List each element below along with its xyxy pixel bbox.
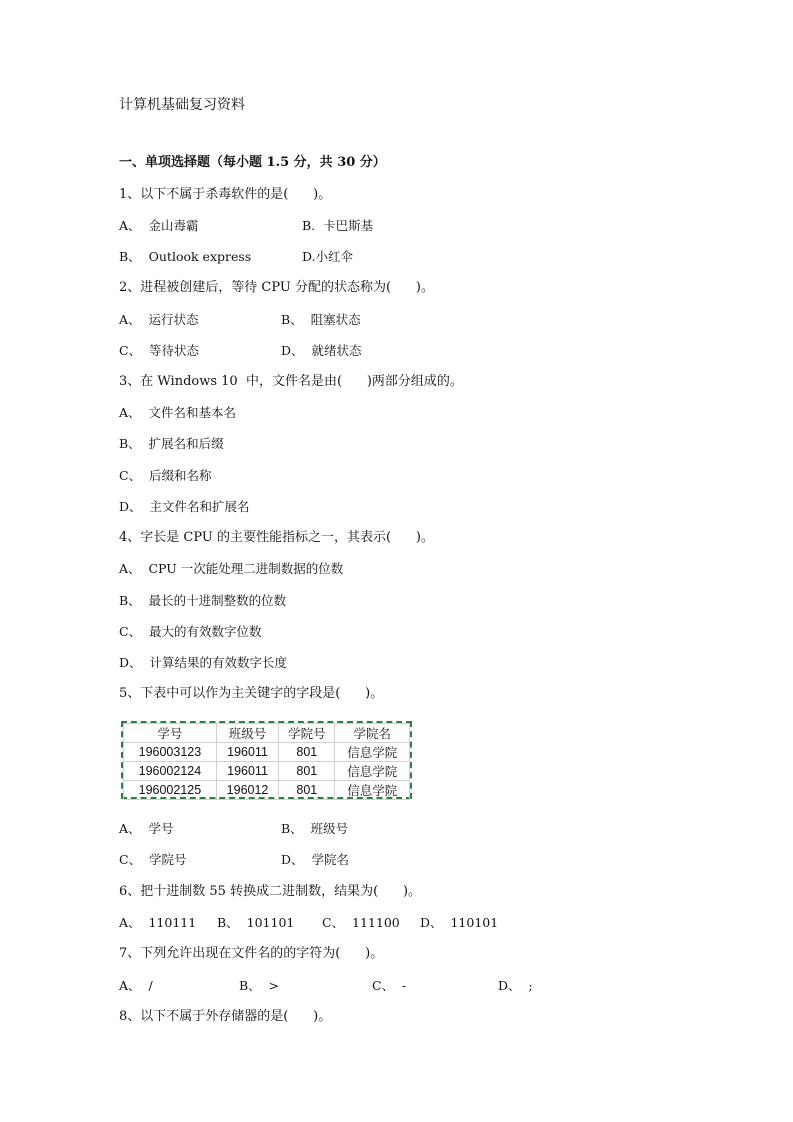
question-1-option-b: B. 卡巴斯基 xyxy=(302,218,374,233)
question-7-option-a: A、 / xyxy=(119,978,153,993)
question-5-stem: 5、下表中可以作为主关键字的字段是( )。 xyxy=(119,686,384,701)
question-6-option-a: A、 110111 xyxy=(119,915,197,930)
question-5-option-c: C、 学院号 xyxy=(119,852,187,867)
question-4-stem: 4、字长是 CPU 的主要性能指标之一，其表示( )。 xyxy=(119,530,434,545)
question-4-option-c: C、 最大的有效数字位数 xyxy=(119,624,262,639)
question-3-stem: 3、在 Windows 10 中，文件名是由( )两部分组成的。 xyxy=(119,374,463,389)
document-title: 计算机基础复习资料 xyxy=(119,97,245,113)
question-2-option-c: C、 等待状态 xyxy=(119,343,200,358)
table-row xyxy=(124,762,410,781)
question-2-option-d: D、 就绪状态 xyxy=(281,343,362,358)
question-6-option-c: C、 111100 xyxy=(322,915,400,930)
question-5-option-d: D、 学院名 xyxy=(281,852,349,867)
table-row xyxy=(124,743,410,762)
table-header-cell: 学号 xyxy=(124,724,217,743)
question-3-option-c: C、 后缀和名称 xyxy=(119,468,212,483)
question-7-option-d: D、 ; xyxy=(498,978,533,993)
question-2-option-a: A、 运行状态 xyxy=(119,312,199,327)
table-cell: 信息学院 xyxy=(335,762,410,781)
question-6-stem: 6、把十进制数 55 转换成二进制数，结果为( )。 xyxy=(119,884,422,899)
table-header-cell: 学院名 xyxy=(335,724,410,743)
table-cell: 801 xyxy=(279,762,335,781)
question-7-option-c: C、 - xyxy=(372,978,407,993)
question-1-stem: 1、以下不属于杀毒软件的是( )。 xyxy=(119,187,332,202)
question-6-option-d: D、 110101 xyxy=(420,915,499,930)
table-cell: 196003123 xyxy=(124,743,217,762)
table-cell: 196002124 xyxy=(124,762,217,781)
table-cell: 信息学院 xyxy=(335,743,410,762)
table-cell: 196011 xyxy=(216,743,278,762)
question-2-option-b: B、 阻塞状态 xyxy=(281,312,361,327)
question-7-stem: 7、下列允许出现在文件名的的字符为( )。 xyxy=(119,946,384,961)
question-4-option-d: D、 计算结果的有效数字长度 xyxy=(119,655,287,670)
question-6-option-b: B、 101101 xyxy=(217,915,295,930)
table-cell: 801 xyxy=(279,743,335,762)
question-5-table xyxy=(121,721,412,799)
question-5-option-b: B、 班级号 xyxy=(281,821,349,836)
table-row xyxy=(124,781,410,800)
question-2-stem: 2、进程被创建后，等待 CPU 分配的状态称为( )。 xyxy=(119,280,434,295)
question-3-option-d: D、 主文件名和扩展名 xyxy=(119,499,250,514)
table-cell: 801 xyxy=(279,781,335,800)
question-7-option-b: B、 > xyxy=(239,978,280,993)
table-header-cell: 班级号 xyxy=(216,724,278,743)
table-header-cell: 学院号 xyxy=(279,724,335,743)
table-header-row xyxy=(124,724,410,743)
question-5-option-a: A、 学号 xyxy=(119,821,174,836)
question-1-option-d: D.小红伞 xyxy=(302,249,354,264)
question-3-option-b: B、 扩展名和后缀 xyxy=(119,436,224,451)
question-4-option-b: B、 最长的十进制整数的位数 xyxy=(119,593,287,608)
question-1-option-c: B、 Outlook express xyxy=(119,249,252,264)
question-1-option-a: A、 金山毒霸 xyxy=(119,218,199,233)
table-cell: 196011 xyxy=(216,762,278,781)
question-8-stem: 8、以下不属于外存储器的是( )。 xyxy=(119,1009,332,1024)
question-3-option-a: A、 文件名和基本名 xyxy=(119,405,236,420)
question-4-option-a: A、 CPU 一次能处理二进制数据的位数 xyxy=(119,561,344,576)
section-heading: 一、单项选择题（每小题 1.5 分，共 30 分） xyxy=(119,155,386,170)
table-cell: 196012 xyxy=(216,781,278,800)
table-cell: 信息学院 xyxy=(335,781,410,800)
table-cell: 196002125 xyxy=(124,781,217,800)
